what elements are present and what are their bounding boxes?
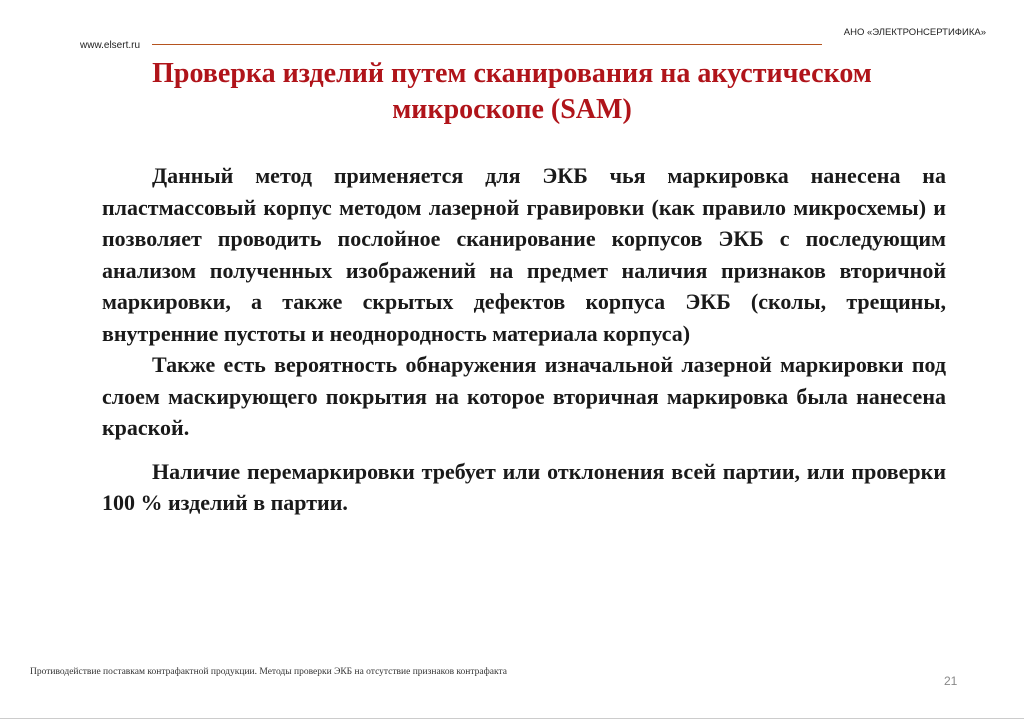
slide-title-line-2: микроскопе (SAM) — [392, 94, 632, 125]
bottom-rule — [0, 718, 1024, 719]
page-number: 21 — [944, 674, 958, 688]
paragraph-remarking: Наличие перемаркировки требует или отклонения всей партии, или проверки 100 % изделий в партии. — [102, 458, 946, 515]
footer-caption: Противодействие поставкам контрафактной продукции. Методы проверки ЭКБ на отсутствие признаков контрафакта — [30, 667, 507, 677]
header-rule — [152, 44, 822, 45]
slide-body — [102, 160, 946, 519]
slide-title-line-1: Проверка изделий путем сканирования на акустическом — [152, 58, 872, 89]
website-link[interactable]: www.elsert.ru — [80, 40, 141, 51]
slide-title — [60, 56, 964, 128]
paragraph-method: Данный метод применяется для ЭКБ чья маркировка нанесена на пластмассовый корпус методом лазерной гравировки (как правило микросхемы) и позволяет проводить послойное сканирование корпусов ЭКБ с последующим анализом полученных изображений на предмет наличия признаков вторичной маркировки, а также скрытых дефектов корпуса ЭКБ (сколы, трещины, внутренние пустоты и неоднородность материала корпуса) — [102, 163, 946, 346]
paragraph-laser-marking: Также есть вероятность обнаружения изначальной лазерной маркировки под слоем маскирующего покрытия на которое вторичная маркировка была нанесена краской. — [102, 352, 946, 440]
organization-name: АНО «ЭЛЕКТРОНСЕРТИФИКА» — [843, 27, 986, 38]
